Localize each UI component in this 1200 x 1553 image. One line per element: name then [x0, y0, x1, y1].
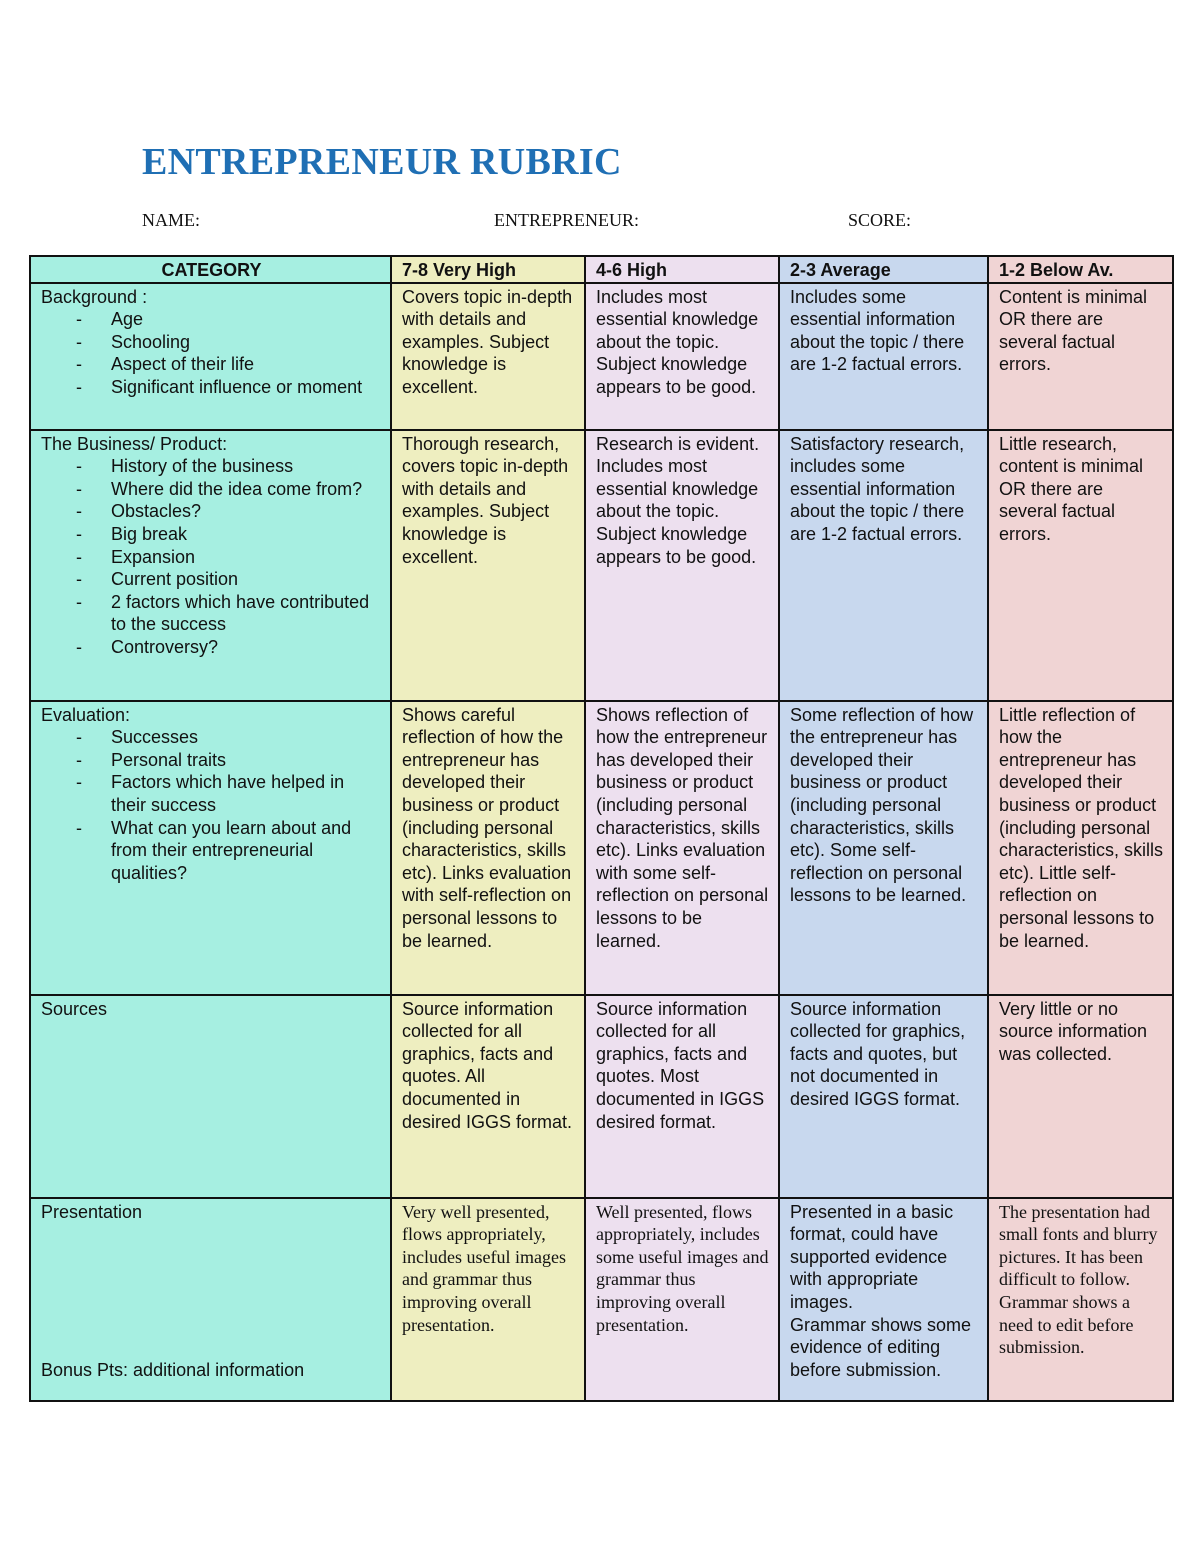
list-item: - Schooling: [41, 331, 382, 354]
category-label: Evaluation:: [41, 704, 131, 725]
header-high: 4-6 High: [585, 256, 779, 283]
category-cell: [30, 283, 391, 430]
average-text: Presented in a basic format, could have supported evidence with appropriate images.: [790, 1201, 954, 1312]
category-cell: [30, 1198, 391, 1401]
score-cell-below-average: Little research, content is minimal OR there are several factual errors.: [988, 430, 1173, 701]
table-row: [30, 430, 1173, 701]
header-average: 2-3 Average: [779, 256, 988, 283]
score-cell-average: Satisfactory research, includes some essential information about the topic / there are 1-2 factual errors.: [779, 430, 988, 701]
list-item: - Controversy?: [41, 636, 382, 659]
header-category: CATEGORY: [30, 256, 391, 283]
list-item: - Age: [41, 308, 382, 331]
score-cell-very-high: Covers topic in-depth with details and examples. Subject knowledge is excellent.: [391, 283, 585, 430]
table-row: [30, 1198, 1173, 1401]
table-row: [30, 995, 1173, 1198]
category-items: [41, 308, 382, 398]
name-field-label: NAME:: [142, 210, 200, 230]
score-cell-high: Research is evident. Includes most essential knowledge about the topic. Subject knowledge appears to be good.: [585, 430, 779, 701]
score-cell-high: Well presented, flows appropriately, includes some useful images and grammar thus improving overall presentation.: [585, 1198, 779, 1401]
bonus-points-label: Bonus Pts: additional information: [41, 1360, 305, 1380]
category-cell: [30, 701, 391, 995]
list-item: - Factors which have helped in their success: [41, 771, 382, 816]
list-item: - Significant influence or moment: [41, 376, 382, 399]
score-field-label: SCORE:: [848, 210, 912, 230]
rubric-table: [29, 255, 1174, 1402]
list-item: - Current position: [41, 568, 382, 591]
list-item: - Big break: [41, 523, 382, 546]
table-row: [30, 283, 1173, 430]
score-cell-high: Shows reflection of how the entrepreneur has developed their business or product (including personal characteristics, skills etc). Links evaluation with some self-reflection on personal lessons to be learned.: [585, 701, 779, 995]
score-cell-very-high: Source information collected for all graphics, facts and quotes. All documented in desired IGGS format.: [391, 995, 585, 1198]
header-row: [30, 256, 1173, 283]
category-label: The Business/ Product:: [41, 433, 228, 454]
entrepreneur-field-label: ENTREPRENEUR:: [494, 210, 640, 230]
page-title: ENTREPRENEUR RUBRIC: [142, 141, 622, 183]
category-items: [41, 455, 382, 658]
category-label: Sources: [41, 998, 108, 1019]
list-item: - History of the business: [41, 455, 382, 478]
score-cell-average: Includes some essential information about the topic / there are 1-2 factual errors.: [779, 283, 988, 430]
score-cell-very-high: Very well presented, flows appropriately, includes useful images and grammar thus improving overall presentation.: [391, 1198, 585, 1401]
score-cell-below-average: Little reflection of how the entrepreneur has developed their business or product (including personal characteristics, skills etc). Little self-reflection on personal lessons to be learned.: [988, 701, 1173, 995]
category-cell: [30, 995, 391, 1198]
score-cell-below-average: Content is minimal OR there are several factual errors.: [988, 283, 1173, 430]
category-items: [41, 726, 382, 884]
score-cell-average: [779, 1198, 988, 1401]
category-cell: [30, 430, 391, 701]
score-cell-very-high: Thorough research, covers topic in-depth with details and examples. Subject knowledge is excellent.: [391, 430, 585, 701]
average-extra-text: Grammar shows some evidence of editing before submission.: [790, 1314, 972, 1380]
score-cell-below-average: The presentation had small fonts and blurry pictures. It has been difficult to follow. Grammar shows a need to edit before submission.: [988, 1198, 1173, 1401]
list-item: - Obstacles?: [41, 500, 382, 523]
score-cell-very-high: Shows careful reflection of how the entrepreneur has developed their business or product (including personal characteristics, skills etc). Links evaluation with self-reflection on personal lessons to be learned.: [391, 701, 585, 995]
score-cell-high: Includes most essential knowledge about the topic. Subject knowledge appears to be good.: [585, 283, 779, 430]
header-very-high: 7-8 Very High: [391, 256, 585, 283]
category-label: Presentation: [41, 1201, 143, 1222]
score-cell-average: Source information collected for graphics, facts and quotes, but not documented in desired IGGS format.: [779, 995, 988, 1198]
score-cell-high: Source information collected for all graphics, facts and quotes. Most documented in IGGS desired format.: [585, 995, 779, 1198]
list-item: - 2 factors which have contributed to the success: [41, 591, 382, 636]
list-item: - Where did the idea come from?: [41, 478, 382, 501]
list-item: - Successes: [41, 726, 382, 749]
list-item: - What can you learn about and from their entrepreneurial qualities?: [41, 817, 382, 885]
score-cell-below-average: Very little or no source information was collected.: [988, 995, 1173, 1198]
category-label: Background :: [41, 286, 148, 307]
header-below-average: 1-2 Below Av.: [988, 256, 1173, 283]
score-cell-average: Some reflection of how the entrepreneur has developed their business or product (including personal characteristics, skills etc). Some self-reflection on personal lessons to be learned.: [779, 701, 988, 995]
list-item: - Expansion: [41, 546, 382, 569]
table-row: [30, 701, 1173, 995]
list-item: - Aspect of their life: [41, 353, 382, 376]
list-item: - Personal traits: [41, 749, 382, 772]
